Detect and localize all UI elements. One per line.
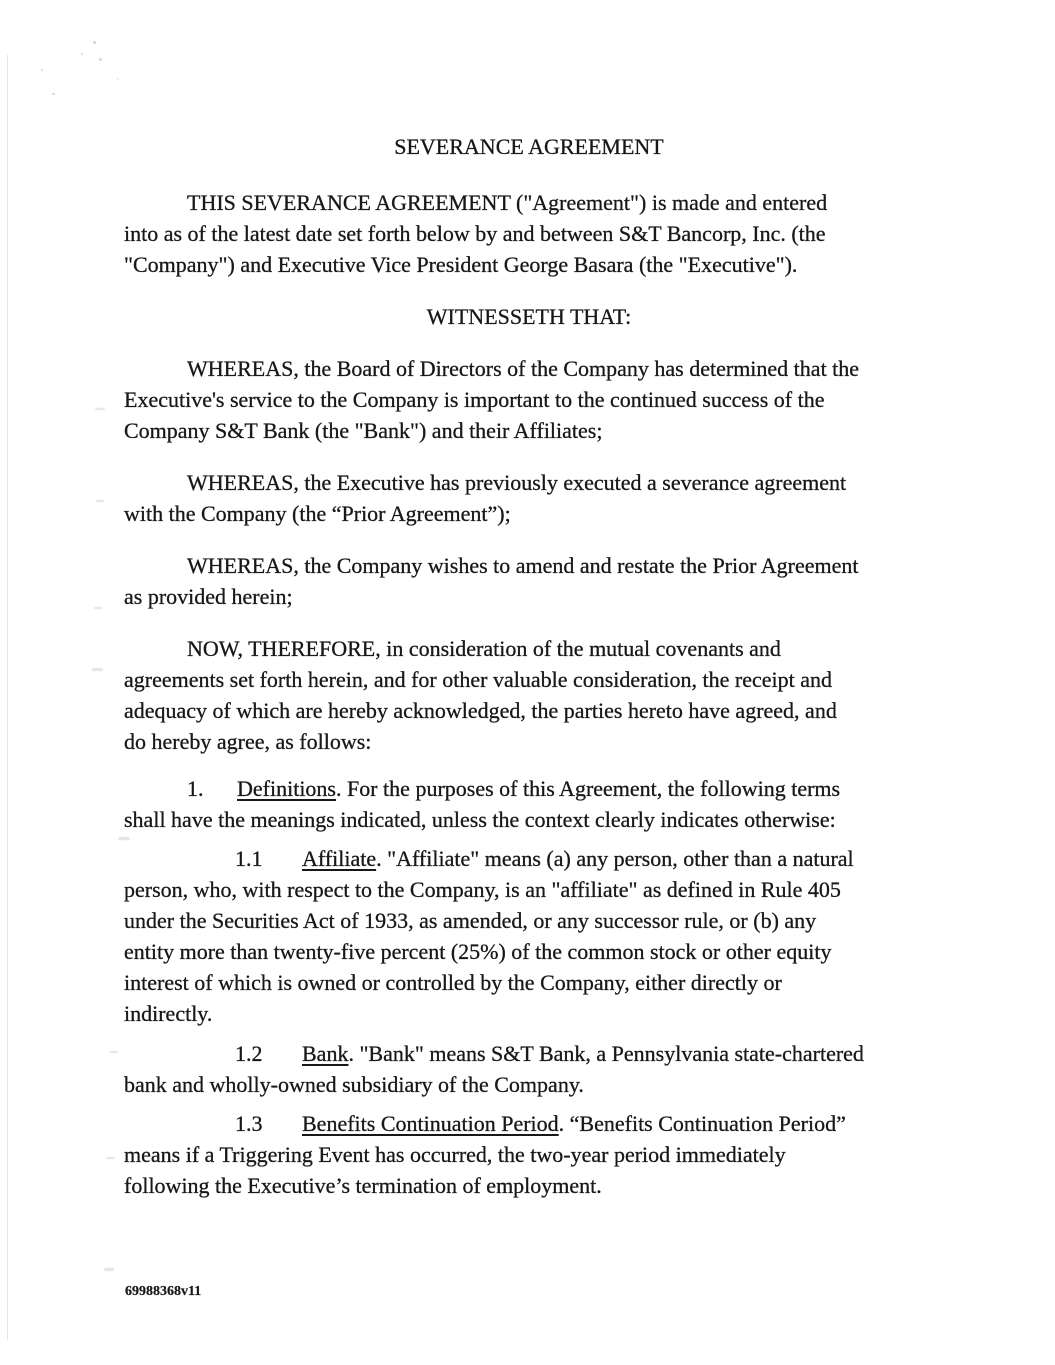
defined-term: Definitions bbox=[237, 776, 336, 801]
scan-artifact bbox=[99, 58, 102, 61]
text-line: agreements set forth herein, and for other valuable consideration, the receipt and bbox=[124, 667, 832, 692]
section-number: 1.3 bbox=[235, 1111, 263, 1136]
page-title: SEVERANCE AGREEMENT bbox=[394, 134, 664, 159]
text-line: do hereby agree, as follows: bbox=[124, 729, 372, 754]
document-control-number: 69988368v11 bbox=[125, 1284, 202, 1299]
text-line: following the Executive’s termination of employment. bbox=[124, 1173, 602, 1198]
text-line: indirectly. bbox=[124, 1001, 213, 1026]
text-line: Company S&T Bank (the "Bank") and their Affiliates; bbox=[124, 418, 603, 443]
text-line: . “Benefits Continuation Period” bbox=[558, 1111, 846, 1136]
section-1-3-benefits-continuation-period bbox=[124, 1108, 934, 1201]
text-line: adequacy of which are hereby acknowledged, the parties hereto have agreed, and bbox=[124, 698, 837, 723]
now-therefore-paragraph bbox=[124, 633, 934, 757]
intro-paragraph bbox=[124, 187, 934, 280]
text-line: bank and wholly-owned subsidiary of the Company. bbox=[124, 1072, 584, 1097]
scan-artifact bbox=[52, 93, 55, 95]
section-number: 1. bbox=[187, 776, 204, 801]
scan-artifact bbox=[92, 668, 103, 671]
section-number: 1.1 bbox=[235, 846, 263, 871]
text-line: "Company") and Executive Vice President George Basara (the "Executive"). bbox=[124, 252, 798, 277]
text-line: WHEREAS, the Company wishes to amend and restate the Prior Agreement bbox=[187, 553, 859, 578]
scan-artifact bbox=[93, 41, 96, 44]
text-line: with the Company (the “Prior Agreement”); bbox=[124, 501, 511, 526]
text-line: entity more than twenty-five percent (25%) of the common stock or other equity bbox=[124, 939, 832, 964]
text-line: means if a Triggering Event has occurred, the two-year period immediately bbox=[124, 1142, 786, 1167]
scan-artifact bbox=[106, 1157, 115, 1159]
text-line: Executive's service to the Company is important to the continued success of the bbox=[124, 387, 825, 412]
defined-term: Bank bbox=[302, 1041, 349, 1066]
whereas-paragraph-3 bbox=[124, 550, 934, 612]
section-1-definitions bbox=[124, 773, 934, 835]
text-line: . "Bank" means S&T Bank, a Pennsylvania state-chartered bbox=[348, 1041, 864, 1066]
text-line: person, who, with respect to the Company, is an "affiliate" as defined in Rule 405 bbox=[124, 877, 841, 902]
whereas-paragraph-2 bbox=[124, 467, 934, 529]
text-line: under the Securities Act of 1933, as amended, or any successor rule, or (b) any bbox=[124, 908, 817, 933]
document-body bbox=[124, 131, 934, 1201]
text-line: WHEREAS, the Executive has previously executed a severance agreement bbox=[187, 470, 847, 495]
scan-artifact bbox=[110, 1051, 118, 1053]
witnesseth-heading: WITNESSETH THAT: bbox=[426, 304, 632, 329]
scan-artifact bbox=[94, 607, 102, 609]
text-line: . For the purposes of this Agreement, the following terms bbox=[336, 776, 841, 801]
text-line: . "Affiliate" means (a) any person, other than a natural bbox=[376, 846, 854, 871]
text-line: shall have the meanings indicated, unless the context clearly indicates otherwise: bbox=[124, 807, 836, 832]
text-line: WHEREAS, the Board of Directors of the Company has determined that the bbox=[187, 356, 860, 381]
section-number: 1.2 bbox=[235, 1041, 263, 1066]
scan-artifact bbox=[96, 500, 104, 502]
scan-artifact bbox=[104, 1268, 114, 1271]
scan-edge-line bbox=[7, 55, 8, 1340]
text-line: NOW, THEREFORE, in consideration of the mutual covenants and bbox=[187, 636, 781, 661]
scan-artifact bbox=[81, 53, 83, 55]
defined-term: Benefits Continuation Period bbox=[302, 1111, 559, 1136]
text-line: into as of the latest date set forth below by and between S&T Bancorp, Inc. (the bbox=[124, 221, 826, 246]
defined-term: Affiliate bbox=[302, 846, 377, 871]
scan-artifact bbox=[95, 408, 105, 410]
scan-artifact bbox=[41, 69, 43, 71]
section-1-1-affiliate bbox=[124, 843, 934, 1029]
text-line: as provided herein; bbox=[124, 584, 293, 609]
whereas-paragraph-1 bbox=[124, 353, 934, 446]
text-line: THIS SEVERANCE AGREEMENT ("Agreement") is made and entered bbox=[187, 190, 828, 215]
scan-artifact bbox=[117, 78, 119, 80]
text-line: interest of which is owned or controlled by the Company, either directly or bbox=[124, 970, 782, 995]
section-1-2-bank bbox=[124, 1038, 934, 1100]
